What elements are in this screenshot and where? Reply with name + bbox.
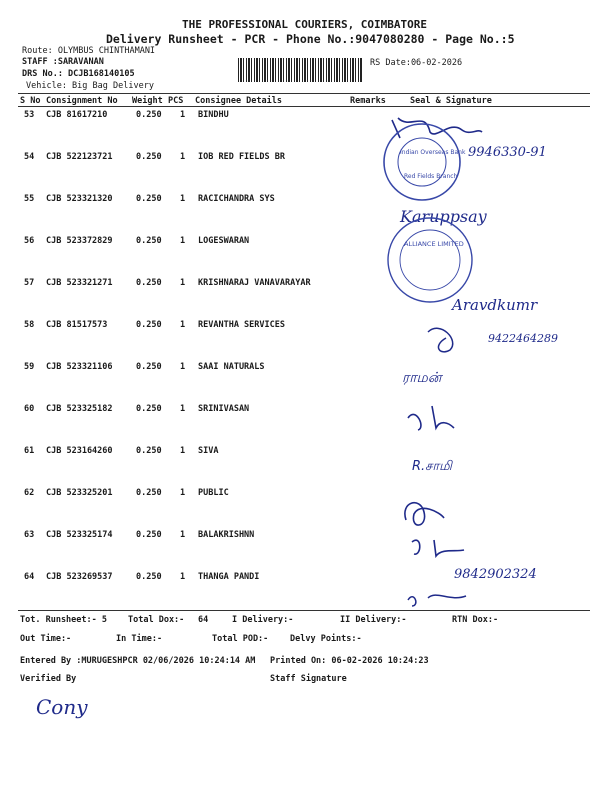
tot-runsheet: Tot. Runsheet:- 5 — [20, 615, 107, 625]
row-weight: 0.250 — [136, 572, 162, 582]
signature-row-62 — [405, 503, 444, 525]
col-consignment: Consignment No — [46, 96, 118, 106]
route-label: Route: OLYMBUS CHINTHAMANI — [22, 46, 156, 56]
total-dox-value: 64 — [198, 615, 209, 625]
header-bottom-rule — [18, 106, 590, 107]
row-weight: 0.250 — [136, 278, 162, 288]
signatures-area — [370, 110, 595, 610]
row-pcs: 1 — [180, 110, 186, 120]
signature-row-60 — [408, 406, 454, 430]
row-weight: 0.250 — [136, 110, 162, 120]
verified-by: Verified By — [20, 674, 77, 684]
row-weight: 0.250 — [136, 404, 162, 414]
row-consignment: CJB 523321271 — [46, 278, 113, 288]
barcode — [238, 58, 362, 82]
row-pcs: 1 — [180, 572, 186, 582]
out-time: Out Time:- — [20, 634, 72, 644]
stamp1-branch: Red Fields Branch — [404, 173, 458, 180]
row-sno: 56 — [24, 236, 35, 246]
row-weight: 0.250 — [136, 320, 162, 330]
col-consignee: Consignee Details — [195, 96, 282, 106]
total-dox-label: Total Dox:- — [128, 615, 185, 625]
col-remarks: Remarks — [350, 96, 386, 106]
row-weight: 0.250 — [136, 530, 162, 540]
row-sno: 60 — [24, 404, 35, 414]
row-weight: 0.250 — [136, 362, 162, 372]
col-signature: Seal & Signature — [410, 96, 492, 106]
handwritten-phone-1: 9946330-91 — [468, 145, 547, 160]
entered-by: Entered By :MURUGESHPCR 02/06/2026 10:24:14 AM — [20, 656, 256, 666]
col-weight: Weight — [132, 96, 163, 106]
vehicle-label: Vehicle: Big Bag Delivery — [26, 81, 154, 91]
row-consignee: KRISHNARAJ VANAVARAYAR — [198, 278, 311, 288]
row-consignment: CJB 523325182 — [46, 404, 113, 414]
staff-label: STAFF :SARAVANAN — [22, 57, 104, 67]
row-sno: 59 — [24, 362, 35, 372]
handwritten-phone-2: 9422464289 — [488, 332, 558, 345]
row-consignment: CJB 523164260 — [46, 446, 113, 456]
row-sno: 55 — [24, 194, 35, 204]
stamp2-text: ALLIANCE LIMITED — [404, 240, 464, 248]
rtn-dox: RTN Dox:- — [452, 615, 499, 625]
handwritten-tamil-signature: ராமன் — [402, 370, 442, 386]
bank-stamp — [384, 124, 466, 200]
company-stamp — [388, 218, 472, 302]
row-consignment: CJB 522123721 — [46, 152, 113, 162]
handwritten-karuppusamy: Karuppsay — [400, 207, 487, 226]
row-pcs: 1 — [180, 530, 186, 540]
row-consignee: BALAKRISHNN — [198, 530, 255, 540]
document-title: THE PROFESSIONAL COURIERS, COIMBATORE — [182, 18, 428, 31]
row-weight: 0.250 — [136, 194, 162, 204]
delvy-points: Delvy Points:- — [290, 634, 362, 644]
row-consignment: CJB 523325201 — [46, 488, 113, 498]
row-consignee: PUBLIC — [198, 488, 229, 498]
in-time: In Time:- — [116, 634, 163, 644]
col-sno: S No — [20, 96, 41, 106]
signature-row-64 — [408, 595, 466, 606]
row-consignee: RACICHANDRA SYS — [198, 194, 275, 204]
row-consignment: CJB 523325174 — [46, 530, 113, 540]
row-pcs: 1 — [180, 446, 186, 456]
row-consignee: THANGA PANDI — [198, 572, 260, 582]
row-pcs: 1 — [180, 488, 186, 498]
stamp1-text: Indian Overseas Bank — [400, 149, 466, 156]
row-sno: 53 — [24, 110, 35, 120]
row-consignment: CJB 523269537 — [46, 572, 113, 582]
row-consignment: CJB 81517573 — [46, 320, 108, 330]
row-pcs: 1 — [180, 320, 186, 330]
document-subtitle: Delivery Runsheet - PCR - Phone No.:9047080280 - Page No.:5 — [106, 32, 515, 46]
row-consignment: CJB 523321320 — [46, 194, 113, 204]
row-pcs: 1 — [180, 236, 186, 246]
rs-date: RS Date:06-02-2026 — [370, 58, 463, 68]
staff-signature: Staff Signature — [270, 674, 347, 684]
row-consignment: CJB 81617210 — [46, 110, 108, 120]
row-sno: 57 — [24, 278, 35, 288]
signature-row-63 — [412, 540, 464, 556]
row-consignee: LOGESWARAN — [198, 236, 250, 246]
printed-on: Printed On: 06-02-2026 10:24:23 — [270, 656, 429, 666]
row-pcs: 1 — [180, 362, 186, 372]
handwritten-phone-3: 9842902324 — [454, 567, 537, 582]
row-weight: 0.250 — [136, 236, 162, 246]
signature-row-58 — [428, 328, 453, 352]
row-consignee: REVANTHA SERVICES — [198, 320, 285, 330]
row-weight: 0.250 — [136, 152, 162, 162]
row-sno: 61 — [24, 446, 35, 456]
row-consignment: CJB 523321106 — [46, 362, 113, 372]
row-consignee: BINDHU — [198, 110, 229, 120]
row-pcs: 1 — [180, 194, 186, 204]
row-sno: 54 — [24, 152, 35, 162]
row-pcs: 1 — [180, 404, 186, 414]
total-pod: Total POD:- — [212, 634, 269, 644]
row-sno: 63 — [24, 530, 35, 540]
row-weight: 0.250 — [136, 446, 162, 456]
row-sno: 64 — [24, 572, 35, 582]
row-consignee: SRINIVASAN — [198, 404, 250, 414]
row-weight: 0.250 — [136, 488, 162, 498]
drs-number: DRS No.: DCJB168140105 — [22, 69, 135, 79]
row-consignee: SAAI NATURALS — [198, 362, 265, 372]
row-pcs: 1 — [180, 278, 186, 288]
row-sno: 58 — [24, 320, 35, 330]
verified-signature — [30, 686, 120, 726]
header-top-rule — [18, 93, 590, 94]
verified-signature-text: Cony — [36, 695, 88, 719]
i-delivery: I Delivery:- — [232, 615, 294, 625]
footer-top-rule — [18, 610, 590, 611]
handwritten-siva-signature: R.சாமி — [412, 459, 452, 474]
row-pcs: 1 — [180, 152, 186, 162]
row-consignment: CJB 523372829 — [46, 236, 113, 246]
row-consignee: IOB RED FIELDS BR — [198, 152, 285, 162]
row-consignee: SIVA — [198, 446, 219, 456]
row-sno: 62 — [24, 488, 35, 498]
ii-delivery: II Delivery:- — [340, 615, 407, 625]
col-pcs: PCS — [168, 96, 184, 106]
handwritten-aravind: Aravdkumr — [452, 296, 538, 314]
